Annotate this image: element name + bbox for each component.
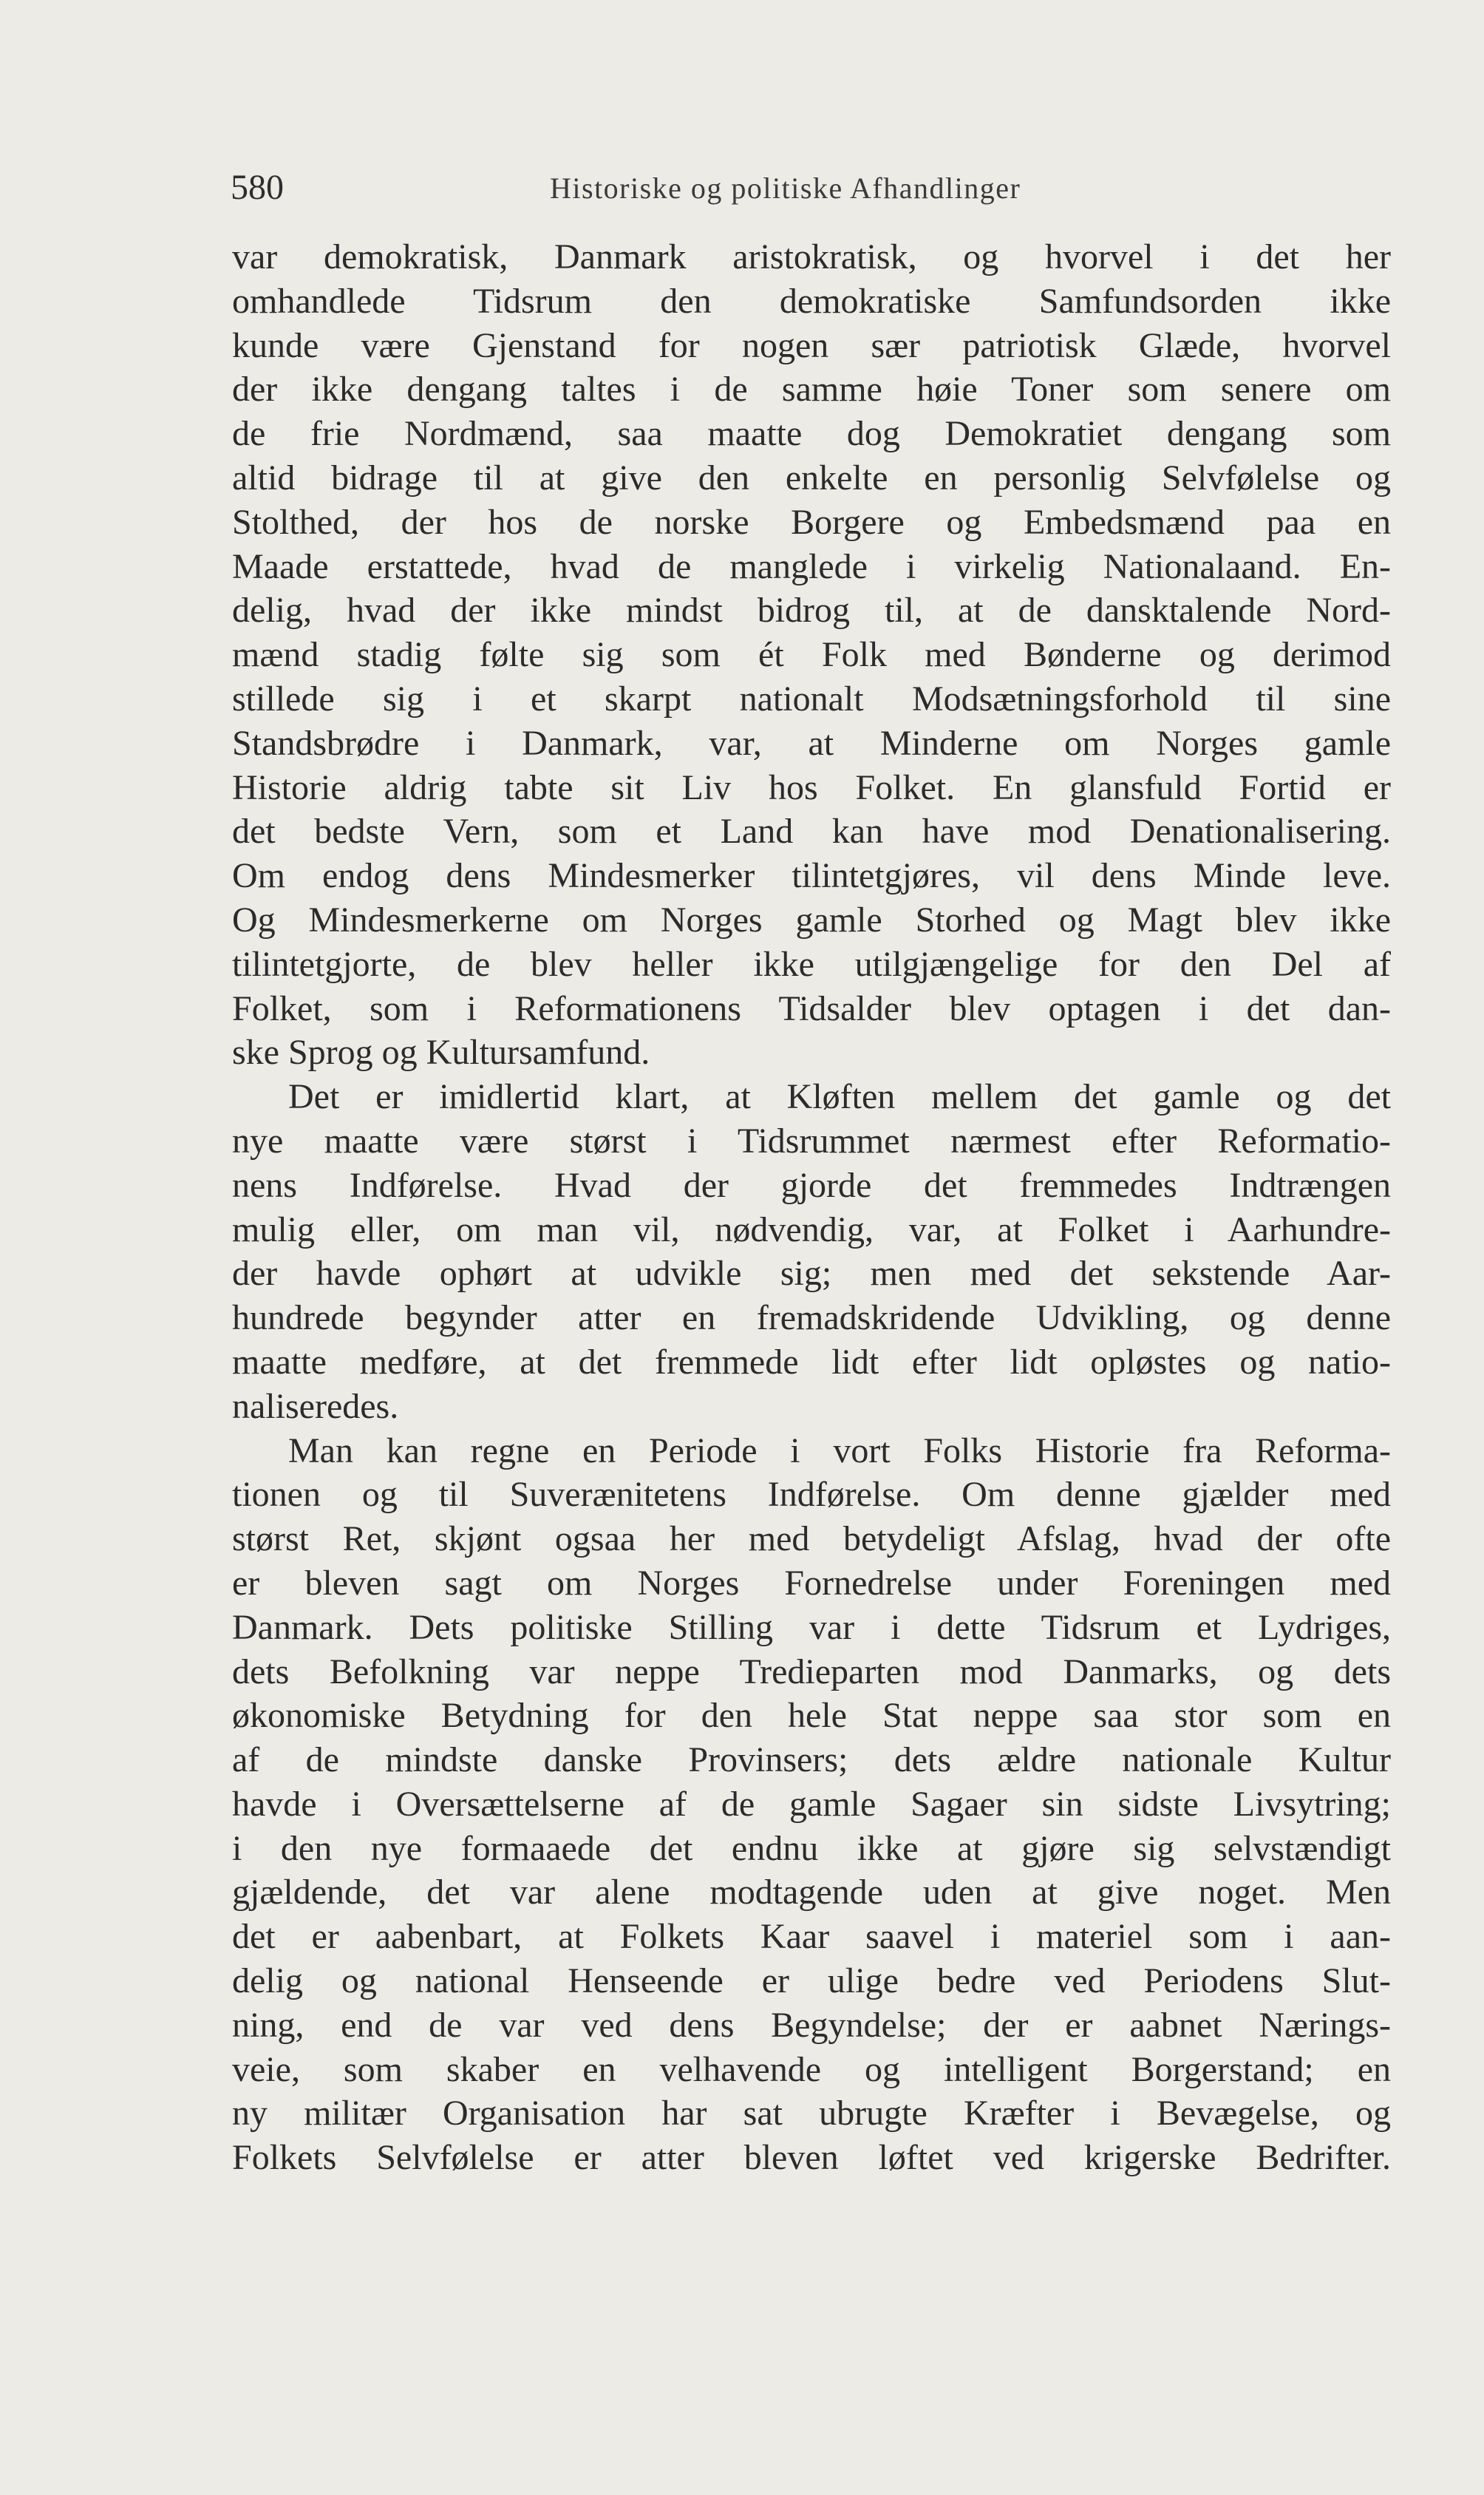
text-line: Standsbrødre i Danmark, var, at Minderne om Norges gamle [232,723,1391,763]
text-line: Stolthed, der hos de norske Borgere og Embedsmænd paa en [232,502,1391,542]
page-header [231,166,1391,210]
text-line: det er aabenbart, at Folkets Kaar saavel i materiel som i aan- [232,1917,1391,1957]
text-line: gjældende, det var alene modtagende uden at give noget. Men [232,1873,1391,1912]
text-line: Man kan regne en Periode i vort Folks Historie fra Reforma- [288,1430,1391,1470]
text-line: naliseredes. [232,1386,399,1426]
text-line: havde i Oversættelserne af de gamle Sagaer sin sidste Livsytring; [232,1784,1391,1824]
text-line: der havde ophørt at udvikle sig; men med det sekstende Aar- [232,1254,1391,1294]
text-line: maatte medføre, at det fremmede lidt efter lidt opløstes og natio- [232,1342,1391,1382]
text-line: delig, hvad der ikke mindst bidrog til, at de dansktalende Nord- [232,591,1391,631]
text-line: i den nye formaaede det endnu ikke at gjøre sig selvstændigt [232,1828,1391,1868]
text-line: de frie Nordmænd, saa maatte dog Demokratiet dengang som [232,414,1391,454]
text-line: Og Mindesmerkerne om Norges gamle Storhed og Magt blev ikke [232,900,1391,940]
text-line: Folkets Selvfølelse er atter bleven løftet ved krigerske Bedrifter. [232,2138,1391,2178]
text-line: stillede sig i et skarpt nationalt Modsætningsforhold til sine [232,679,1391,719]
text-line: Maade erstattede, hvad de manglede i virkelig Nationalaand. En- [232,546,1391,586]
text-line: ning, end de var ved dens Begyndelse; der er aabnet Nærings- [232,2005,1391,2045]
text-line: størst Ret, skjønt ogsaa her med betydeligt Afslag, hvad der ofte [232,1519,1391,1559]
page-number: 580 [231,168,284,207]
text-line: hundrede begynder atter en fremadskridende Udvikling, og denne [232,1298,1391,1338]
text-line: veie, som skaber en velhavende og intelligent Borgerstand; en [232,2049,1391,2089]
text-line: Folket, som i Reformationens Tidsalder blev optagen i det dan- [232,988,1391,1028]
text-line: er bleven sagt om Norges Fornedrelse under Foreningen med [232,1563,1391,1603]
text-line: var demokratisk, Danmark aristokratisk, og hvorvel i det her [232,237,1391,276]
text-line: Danmark. Dets politiske Stilling var i dette Tidsrum et Lydriges, [232,1607,1391,1647]
text-line: mulig eller, om man vil, nødvendig, var, at Folket i Aarhundre- [232,1209,1391,1249]
text-line: tionen og til Suverænitetens Indførelse. Om denne gjælder med [232,1475,1391,1515]
text-line: nye maatte være størst i Tidsrummet nærmest efter Reformatio- [232,1121,1391,1161]
body-text [232,235,1391,2180]
text-line: mænd stadig følte sig som ét Folk med Bønderne og derimod [232,635,1391,675]
text-line: Om endog dens Mindesmerker tilintetgjøres, vil dens Minde leve. [232,856,1391,896]
text-line: dets Befolkning var neppe Tredieparten mod Danmarks, og dets [232,1652,1391,1691]
running-head: Historiske og politiske Afhandlinger [550,172,1021,205]
text-line: af de mindste danske Provinsers; dets ældre nationale Kultur [232,1740,1391,1780]
text-line: nens Indførelse. Hvad der gjorde det fremmedes Indtrængen [232,1165,1391,1205]
text-line: Det er imidlertid klart, at Kløften mellem det gamle og det [288,1077,1391,1117]
text-line: delig og national Henseende er ulige bedre ved Periodens Slut- [232,1961,1391,2001]
text-line: tilintetgjorte, de blev heller ikke utilgjængelige for den Del af [232,944,1391,984]
text-line: ske Sprog og Kultursamfund. [232,1033,650,1073]
text-line: omhandlede Tidsrum den demokratiske Samfundsorden ikke [232,281,1391,321]
text-line: kunde være Gjenstand for nogen sær patriotisk Glæde, hvorvel [232,325,1391,365]
text-line: ny militær Organisation har sat ubrugte Kræfter i Bevægelse, og [232,2094,1391,2134]
text-line: økonomiske Betydning for den hele Stat neppe saa stor som en [232,1696,1391,1736]
text-line: Historie aldrig tabte sit Liv hos Folket. En glansfuld Fortid er [232,767,1391,807]
text-line: det bedste Vern, som et Land kan have mod Denationalisering. [232,812,1391,852]
text-line: der ikke dengang taltes i de samme høie Toner som senere om [232,370,1391,410]
text-line: altid bidrage til at give den enkelte en personlig Selvfølelse og [232,458,1391,498]
